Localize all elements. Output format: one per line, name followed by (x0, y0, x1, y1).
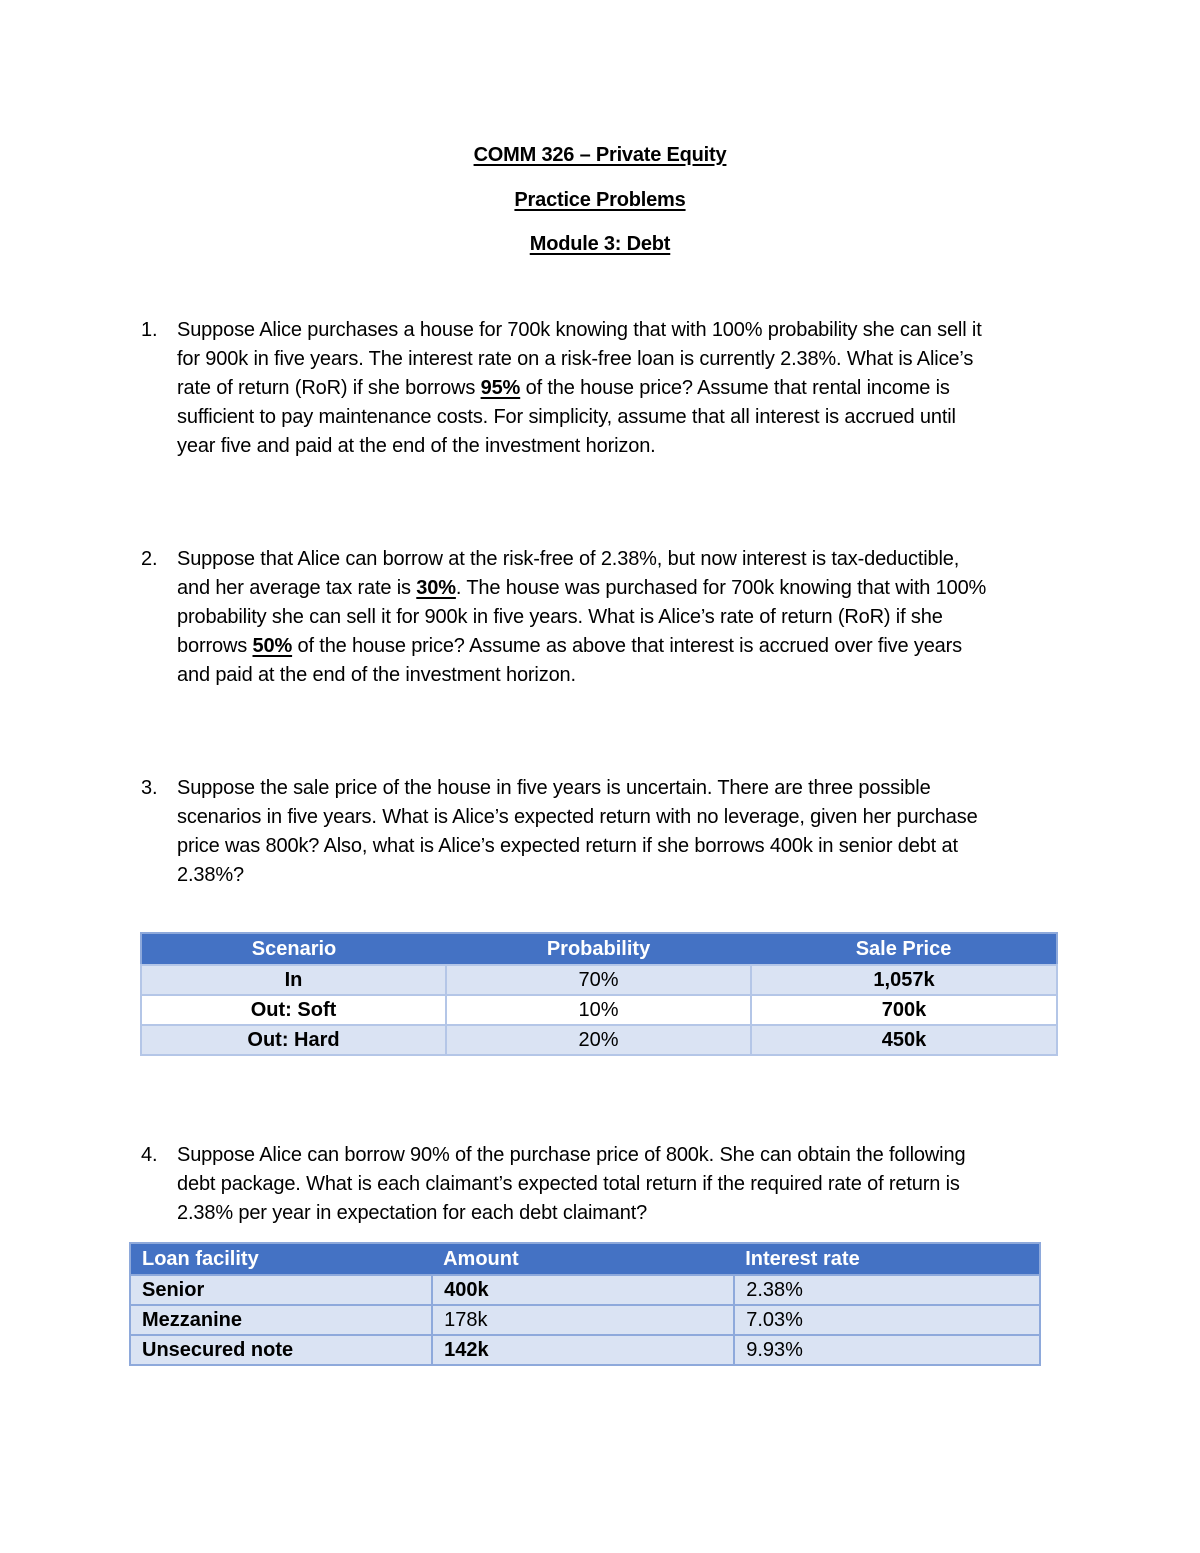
table-cell: Mezzanine (130, 1305, 432, 1335)
table-row (130, 1275, 1040, 1305)
scenario-table (140, 932, 1058, 1056)
table-cell: 450k (751, 1025, 1057, 1055)
problem-text (177, 774, 1061, 890)
table-cell: 20% (446, 1025, 751, 1055)
text-run: rate of return (RoR) if she borrows (177, 377, 481, 399)
problem-line (177, 632, 1061, 661)
text-run: . The house was purchased for 700k knowing that with 100% (455, 577, 987, 599)
problem-line: year five and paid at the end of the investment horizon. (177, 435, 656, 457)
problem-line: Suppose Alice purchases a house for 700k knowing that with 100% probability she can sell it (177, 319, 982, 341)
problem-text (177, 545, 1061, 690)
table-cell: In (141, 965, 446, 995)
column-header: Probability (446, 933, 751, 965)
text-run: and her average tax rate is (177, 577, 417, 599)
table-cell: 400k (432, 1275, 734, 1305)
table-cell: 10% (446, 995, 751, 1025)
table-cell: 9.93% (734, 1335, 1040, 1365)
emphasis-percent: 30% (416, 577, 456, 599)
loan-facility-table (129, 1242, 1041, 1366)
column-header: Sale Price (751, 933, 1057, 965)
problem-number: 1. (141, 319, 158, 341)
table-cell: 700k (751, 995, 1057, 1025)
problem-line: Suppose that Alice can borrow at the risk-free of 2.38%, but now interest is tax-deductible, (177, 548, 960, 570)
problem-line: Suppose Alice can borrow 90% of the purchase price of 800k. She can obtain the following (177, 1144, 966, 1166)
document-subtitle: Practice Problems (514, 189, 686, 211)
table-cell: 1,057k (751, 965, 1057, 995)
problem-line: scenarios in five years. What is Alice’s expected return with no leverage, given her purchase (177, 806, 978, 828)
table-cell: 70% (446, 965, 751, 995)
table-row (130, 1305, 1040, 1335)
table-cell: Unsecured note (130, 1335, 432, 1365)
problem-line: 2.38% per year in expectation for each debt claimant? (177, 1202, 648, 1224)
column-header: Amount (432, 1243, 734, 1275)
table-cell: Out: Hard (141, 1025, 446, 1055)
emphasis-percent: 95% (480, 377, 521, 399)
course-title: COMM 326 – Private Equity (473, 144, 727, 166)
column-header: Loan facility (130, 1243, 432, 1275)
text-run: of the house price? Assume that rental income is (520, 377, 950, 399)
table-header-row (130, 1243, 1040, 1275)
table-row (141, 1025, 1057, 1055)
module-title: Module 3: Debt (529, 233, 671, 255)
problem-number: 2. (141, 548, 158, 570)
problem-line: debt package. What is each claimant’s expected total return if the required rate of return is (177, 1173, 960, 1195)
table-cell: 7.03% (734, 1305, 1040, 1335)
column-header: Interest rate (734, 1243, 1040, 1275)
column-header: Scenario (141, 933, 446, 965)
problem-text (177, 316, 1061, 461)
table-header-row (141, 933, 1057, 965)
problem-line: and paid at the end of the investment horizon. (177, 664, 576, 686)
table-cell: 142k (432, 1335, 734, 1365)
table-row (141, 995, 1057, 1025)
text-run: borrows (177, 635, 253, 657)
problem-number: 3. (141, 777, 158, 799)
table-cell: Out: Soft (141, 995, 446, 1025)
problem-line: price was 800k? Also, what is Alice’s expected return if she borrows 400k in senior debt at (177, 835, 958, 857)
problem-line: Suppose the sale price of the house in five years is uncertain. There are three possible (177, 777, 931, 799)
text-run: of the house price? Assume as above that interest is accrued over five years (292, 635, 963, 657)
table-cell: 178k (432, 1305, 734, 1335)
problem-number: 4. (141, 1144, 158, 1166)
problem-line (177, 374, 1061, 403)
problem-line: probability she can sell it for 900k in five years. What is Alice’s rate of return (RoR) if she (177, 606, 943, 628)
table-row (130, 1335, 1040, 1365)
problem-line: 2.38%? (177, 864, 244, 886)
table-row (141, 965, 1057, 995)
problem-line: for 900k in five years. The interest rate on a risk-free loan is currently 2.38%. What is Alice’s (177, 348, 974, 370)
table-cell: Senior (130, 1275, 432, 1305)
problem-text (177, 1141, 1061, 1228)
problem-line (177, 574, 1061, 603)
emphasis-percent: 50% (252, 635, 293, 657)
problem-line: sufficient to pay maintenance costs. For simplicity, assume that all interest is accrued until (177, 406, 956, 428)
table-cell: 2.38% (734, 1275, 1040, 1305)
